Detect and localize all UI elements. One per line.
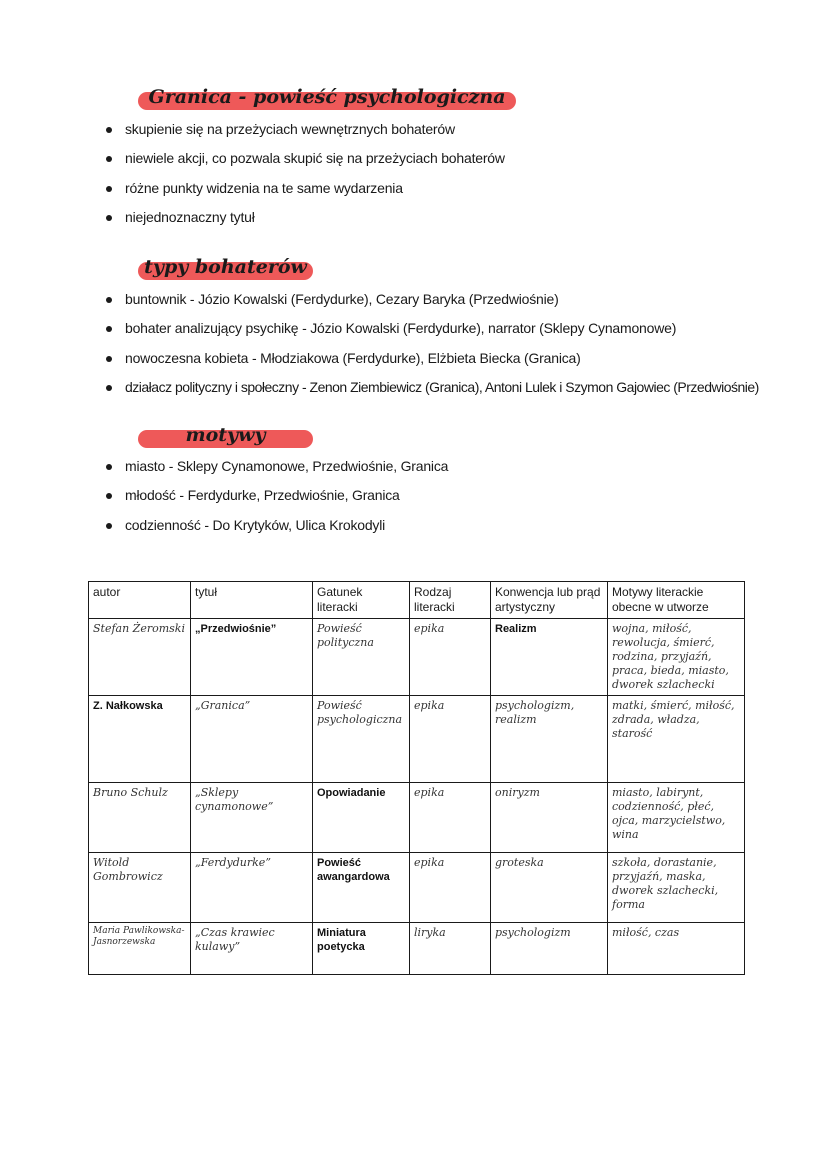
table-cell-gatunek: Powieść polityczna — [313, 619, 410, 696]
column-header-motywy: Motywy literackie obecne w utworze — [608, 582, 745, 619]
table-row — [89, 853, 745, 923]
table-row — [89, 619, 745, 696]
table-row — [89, 923, 745, 975]
table-cell-rodzaj: epika — [410, 619, 491, 696]
list-item: młodość - Ferdydurke, Przedwiośnie, Granica — [104, 483, 448, 512]
column-header-konwencja: Konwencja lub prąd artystyczny — [491, 582, 608, 619]
table-cell-gatunek: Powieść psychologiczna — [313, 696, 410, 783]
table-cell-rodzaj: liryka — [410, 923, 491, 975]
table-cell-motywy: matki, śmierć, miłość, zdrada, władza, starość — [608, 696, 745, 783]
list-item: niewiele akcji, co pozwala skupić się na przeżyciach bohaterów — [104, 146, 505, 175]
table-header-row — [89, 582, 745, 619]
bullet-dot-icon — [106, 186, 112, 192]
table-cell-konwencja: oniryzm — [491, 783, 608, 853]
heading-typy-bohaterow — [138, 256, 313, 282]
list-item: różne punkty widzenia na te same wydarzenia — [104, 176, 505, 205]
bullet-dot-icon — [106, 356, 112, 362]
bullet-dot-icon — [106, 385, 112, 391]
bullet-dot-icon — [106, 297, 112, 303]
table-cell-autor: Bruno Schulz — [89, 783, 191, 853]
table-cell-autor: Witold Gombrowicz — [89, 853, 191, 923]
column-header-gatunek: Gatunek literacki — [313, 582, 410, 619]
section-title: Granica - powieść psychologiczna — [148, 86, 506, 108]
table-cell-gatunek: Miniatura poetycka — [313, 923, 410, 975]
heading-granica — [138, 86, 516, 112]
bullet-dot-icon — [106, 215, 112, 221]
bullet-dot-icon — [106, 156, 112, 162]
bullet-dot-icon — [106, 127, 112, 133]
literature-table — [88, 581, 745, 975]
table-cell-konwencja: Realizm — [491, 619, 608, 696]
list-item: działacz polityczny i społeczny - Zenon Ziembiewicz (Granica), Antoni Lulek i Szymon Gajowiec (Przedwiośnie) — [104, 375, 759, 404]
heading-motywy — [138, 424, 313, 450]
section-title: motywy — [185, 424, 266, 446]
list-item: nowoczesna kobieta - Młodziakowa (Ferdydurke), Elżbieta Biecka (Granica) — [104, 346, 759, 375]
table-cell-tytul: „Przedwiośnie” — [191, 619, 313, 696]
table-cell-tytul: „Czas krawiec kulawy” — [191, 923, 313, 975]
table-cell-tytul: „Sklepy cynamonowe” — [191, 783, 313, 853]
list-item: buntownik - Józio Kowalski (Ferdydurke), Cezary Baryka (Przedwiośnie) — [104, 287, 759, 316]
list-item: codzienność - Do Krytyków, Ulica Krokodyli — [104, 513, 448, 542]
table-cell-autor: Z. Nałkowska — [89, 696, 191, 783]
table-cell-konwencja: psychologizm — [491, 923, 608, 975]
column-header-tytul: tytuł — [191, 582, 313, 619]
list-item: bohater analizujący psychikę - Józio Kowalski (Ferdydurke), narrator (Sklepy Cynamonowe) — [104, 316, 759, 345]
table-cell-gatunek: Opowiadanie — [313, 783, 410, 853]
table-cell-tytul: „Ferdydurke” — [191, 853, 313, 923]
column-header-rodzaj: Rodzaj literacki — [410, 582, 491, 619]
bullet-dot-icon — [106, 523, 112, 529]
bullet-dot-icon — [106, 326, 112, 332]
table-cell-konwencja: groteska — [491, 853, 608, 923]
list-item: skupienie się na przeżyciach wewnętrznych bohaterów — [104, 117, 505, 146]
table-cell-motywy: szkoła, dorastanie, przyjaźń, maska, dworek szlachecki, forma — [608, 853, 745, 923]
table-cell-motywy: wojna, miłość, rewolucja, śmierć, rodzina, przyjaźń, praca, bieda, miasto, dworek szlachecki — [608, 619, 745, 696]
table-cell-autor: Stefan Żeromski — [89, 619, 191, 696]
table-cell-tytul: „Granica” — [191, 696, 313, 783]
table-cell-motywy: miłość, czas — [608, 923, 745, 975]
bullet-list-motywy — [104, 454, 448, 542]
bullet-dot-icon — [106, 464, 112, 470]
table-cell-konwencja: psychologizm, realizm — [491, 696, 608, 783]
section-title: typy bohaterów — [144, 256, 307, 278]
table-cell-rodzaj: epika — [410, 853, 491, 923]
bullet-dot-icon — [106, 493, 112, 499]
table-cell-motywy: miasto, labirynt, codzienność, płeć, ojca, marzycielstwo, wina — [608, 783, 745, 853]
table-cell-autor: Maria Pawlikowska-Jasnorzewska — [89, 923, 191, 975]
table-cell-rodzaj: epika — [410, 696, 491, 783]
table-row — [89, 696, 745, 783]
column-header-autor: autor — [89, 582, 191, 619]
table-cell-rodzaj: epika — [410, 783, 491, 853]
table-row — [89, 783, 745, 853]
table-cell-gatunek: Powieść awangardowa — [313, 853, 410, 923]
bullet-list-granica — [104, 117, 505, 234]
list-item: miasto - Sklepy Cynamonowe, Przedwiośnie, Granica — [104, 454, 448, 483]
list-item: niejednoznaczny tytuł — [104, 205, 505, 234]
bullet-list-typy — [104, 287, 759, 404]
